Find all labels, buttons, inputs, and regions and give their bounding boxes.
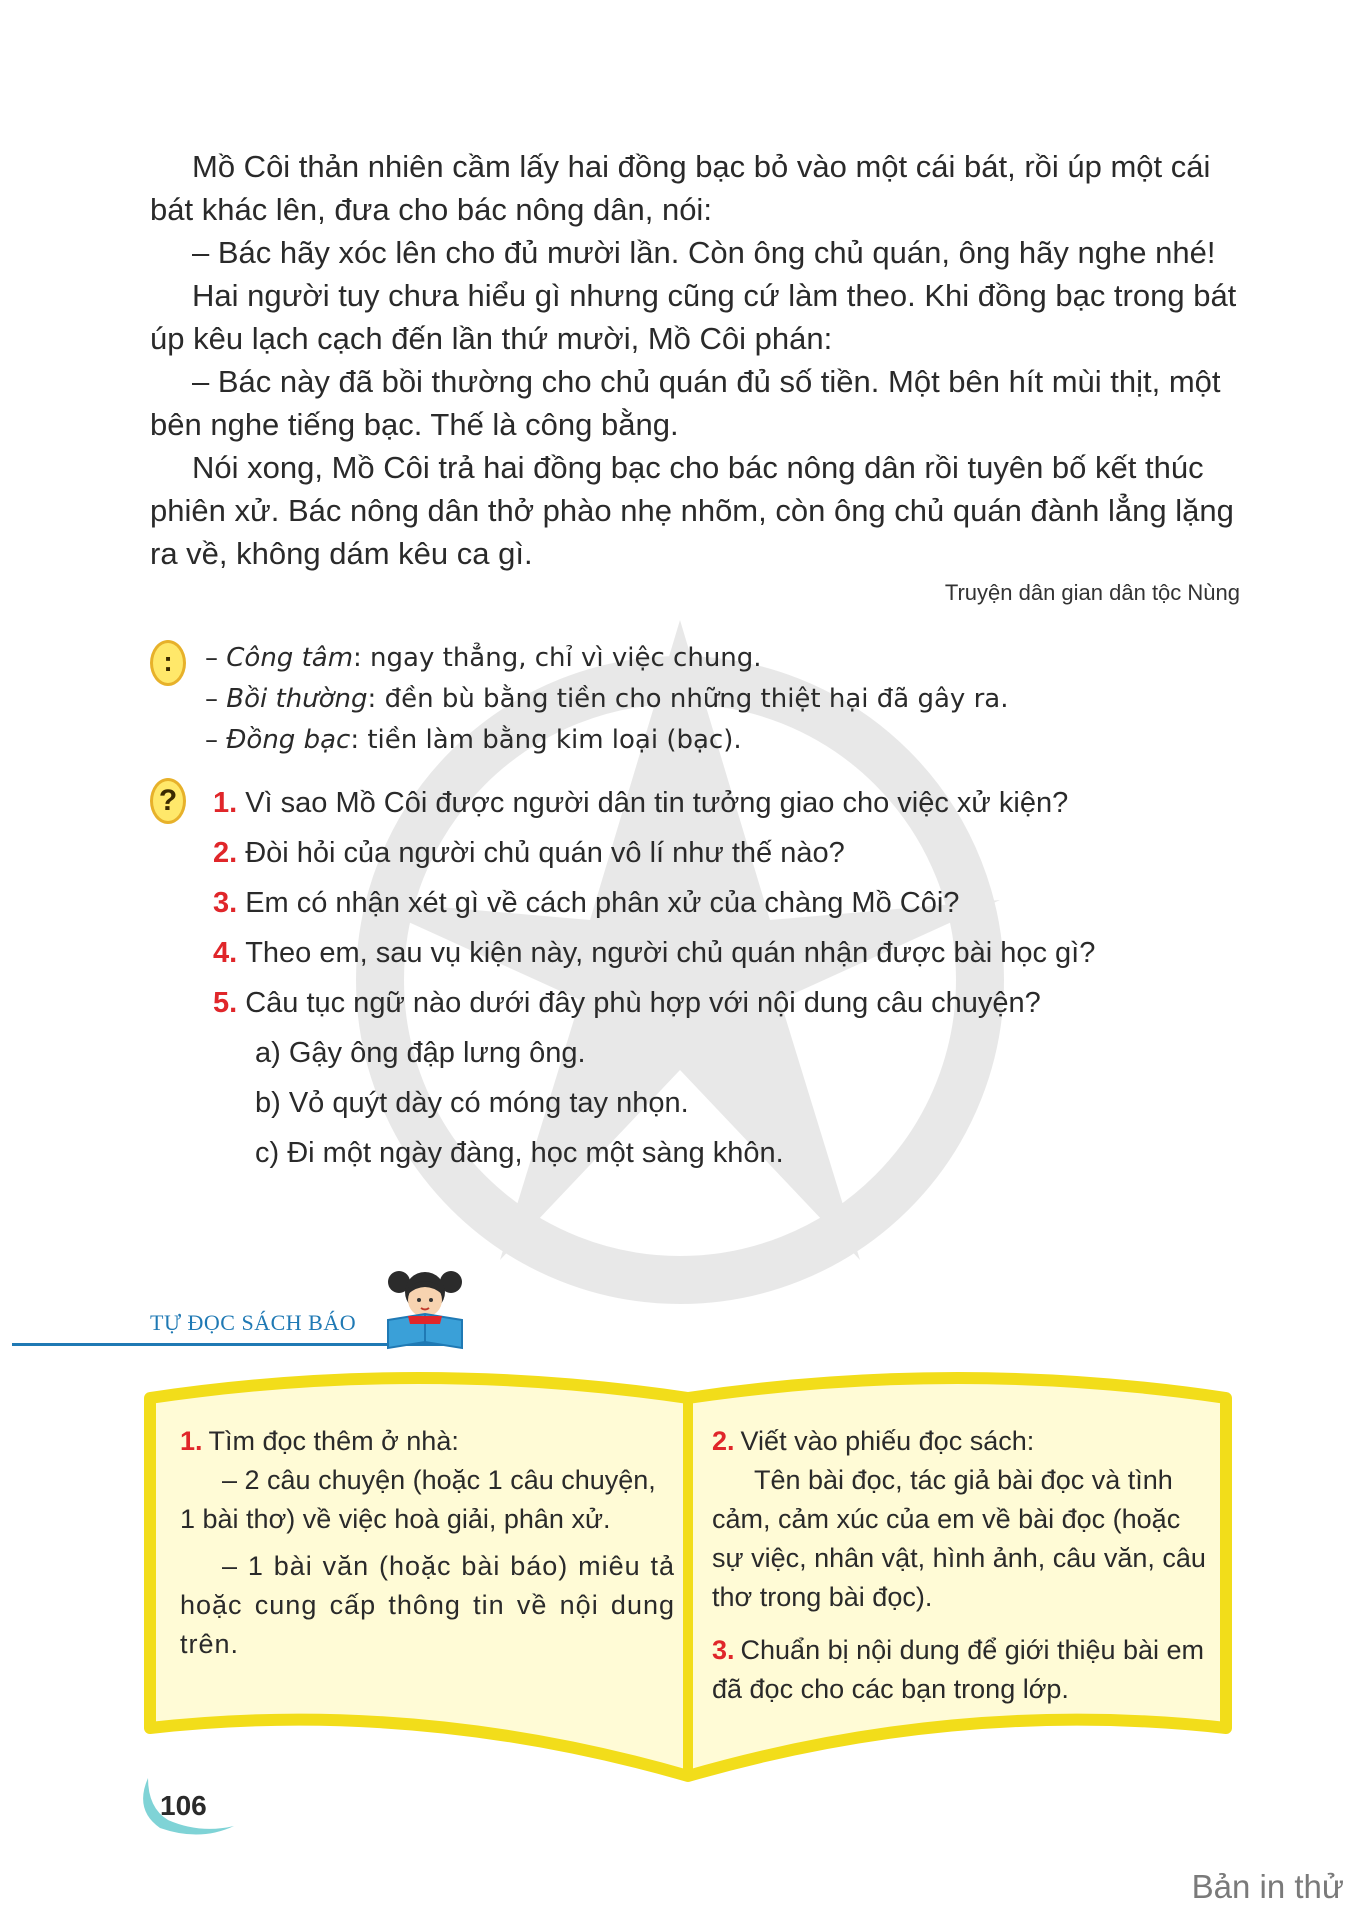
right-number-3: 3.	[712, 1635, 735, 1665]
glossary-definition: : ngay thẳng, chỉ vì việc chung.	[353, 643, 762, 673]
right-heading-2	[712, 1422, 1217, 1461]
story-paragraph: Nói xong, Mồ Côi trả hai đồng bạc cho bác nông dân rồi tuyên bố kết thúc phiên xử. Bác nông dân thở phào nhẹ nhõm, còn ông chủ quán đành lẳng lặng ra về, không dám kêu ca gì.	[150, 450, 1234, 571]
section-title: TỰ ĐỌC SÁCH BÁO	[150, 1310, 357, 1335]
right-text-2: Tên bài đọc, tác giả bài đọc và tình cảm, cảm xúc của em về bài đọc (hoặc sự việc, nhân vật, hình ảnh, câu văn, câu thơ trong bài đọc).	[712, 1465, 1206, 1612]
question-text: Đòi hỏi của người chủ quán vô lí như thế nào?	[245, 837, 845, 869]
story-paragraph: Mồ Côi thản nhiên cầm lấy hai đồng bạc bỏ vào một cái bát, rồi úp một cái bát khác lên, đưa cho bác nông dân, nói:	[150, 149, 1211, 227]
story-source: Truyện dân gian dân tộc Nùng	[944, 580, 1240, 605]
left-item: – 1 bài văn (hoặc bài báo) miêu tả hoặc cung cấp thông tin về nội dung trên.	[180, 1551, 675, 1659]
question-number: 4.	[213, 937, 238, 969]
question-item	[213, 828, 1095, 878]
page-number: 106	[160, 1790, 207, 1821]
question-number: 3.	[213, 887, 238, 919]
question-list	[213, 778, 1095, 1178]
question-number: 1.	[213, 787, 238, 819]
story-paragraph: Hai người tuy chưa hiểu gì nhưng cũng cứ làm theo. Khi đồng bạc trong bát úp kêu lạch cạch đến lần thứ mười, Mồ Côi phán:	[150, 278, 1237, 356]
question-text: Theo em, sau vụ kiện này, người chủ quán nhận được bài học gì?	[245, 937, 1096, 969]
question-item	[213, 878, 1095, 928]
glossary-term: Đồng bạc	[226, 725, 351, 755]
girl-reading-icon	[382, 1262, 468, 1352]
story-text	[150, 145, 1240, 575]
question-text: Câu tục ngữ nào dưới đây phù hợp với nội dung câu chuyện?	[245, 987, 1041, 1019]
book-right-page	[712, 1422, 1217, 1709]
answer-option: b) Vỏ quýt dày có móng tay nhọn.	[255, 1087, 689, 1119]
answer-option: c) Đi một ngày đàng, học một sàng khôn.	[255, 1137, 784, 1169]
left-heading	[180, 1422, 675, 1461]
glossary-definition: : đền bù bằng tiền cho những thiệt hại đã gây ra.	[367, 684, 1009, 714]
glossary-item: – Bồi thường: đền bù bằng tiền cho những thiệt hại đã gây ra.	[205, 684, 1009, 714]
glossary-item: – Đồng bạc: tiền làm bằng kim loại (bạc).	[205, 725, 742, 755]
book-left-page	[180, 1422, 675, 1664]
question-icon: ?	[150, 778, 186, 824]
colon-icon: :	[150, 640, 186, 686]
story-paragraph: – Bác này đã bồi thường cho chủ quán đủ số tiền. Một bên hít mùi thịt, một bên nghe tiếng bạc. Thế là công bằng.	[150, 364, 1221, 442]
question-item	[213, 778, 1095, 828]
story-paragraph: – Bác hãy xóc lên cho đủ mười lần. Còn ông chủ quán, ông hãy nghe nhé!	[192, 235, 1216, 270]
glossary-definition: : tiền làm bằng kim loại (bạc).	[350, 725, 742, 755]
left-item: – 2 câu chuyện (hoặc 1 câu chuyện, 1 bài thơ) về việc hoà giải, phân xử.	[180, 1465, 656, 1534]
glossary-item: – Công tâm: ngay thẳng, chỉ vì việc chung.	[205, 643, 762, 673]
glossary	[205, 638, 1008, 761]
right-number-2: 2.	[712, 1426, 735, 1456]
question-item	[213, 928, 1095, 978]
left-heading-text: Tìm đọc thêm ở nhà:	[208, 1426, 459, 1456]
left-number: 1.	[180, 1426, 203, 1456]
question-number: 2.	[213, 837, 238, 869]
answer-option: a) Gậy ông đập lưng ông.	[255, 1037, 586, 1069]
question-item	[213, 978, 1095, 1028]
right-text-3: Chuẩn bị nội dung để giới thiệu bài em đã đọc cho các bạn trong lớp.	[712, 1635, 1205, 1704]
question-number: 5.	[213, 987, 238, 1019]
draft-label: Bản in thử	[1191, 1868, 1344, 1905]
glossary-term: Bồi thường	[226, 684, 368, 714]
right-heading-2-text: Viết vào phiếu đọc sách:	[740, 1426, 1035, 1456]
glossary-term: Công tâm	[226, 643, 354, 673]
question-text: Vì sao Mồ Côi được người dân tin tưởng giao cho việc xử kiện?	[245, 787, 1069, 819]
question-text: Em có nhận xét gì về cách phân xử của chàng Mồ Côi?	[245, 887, 960, 919]
right-item-3	[712, 1631, 1217, 1709]
